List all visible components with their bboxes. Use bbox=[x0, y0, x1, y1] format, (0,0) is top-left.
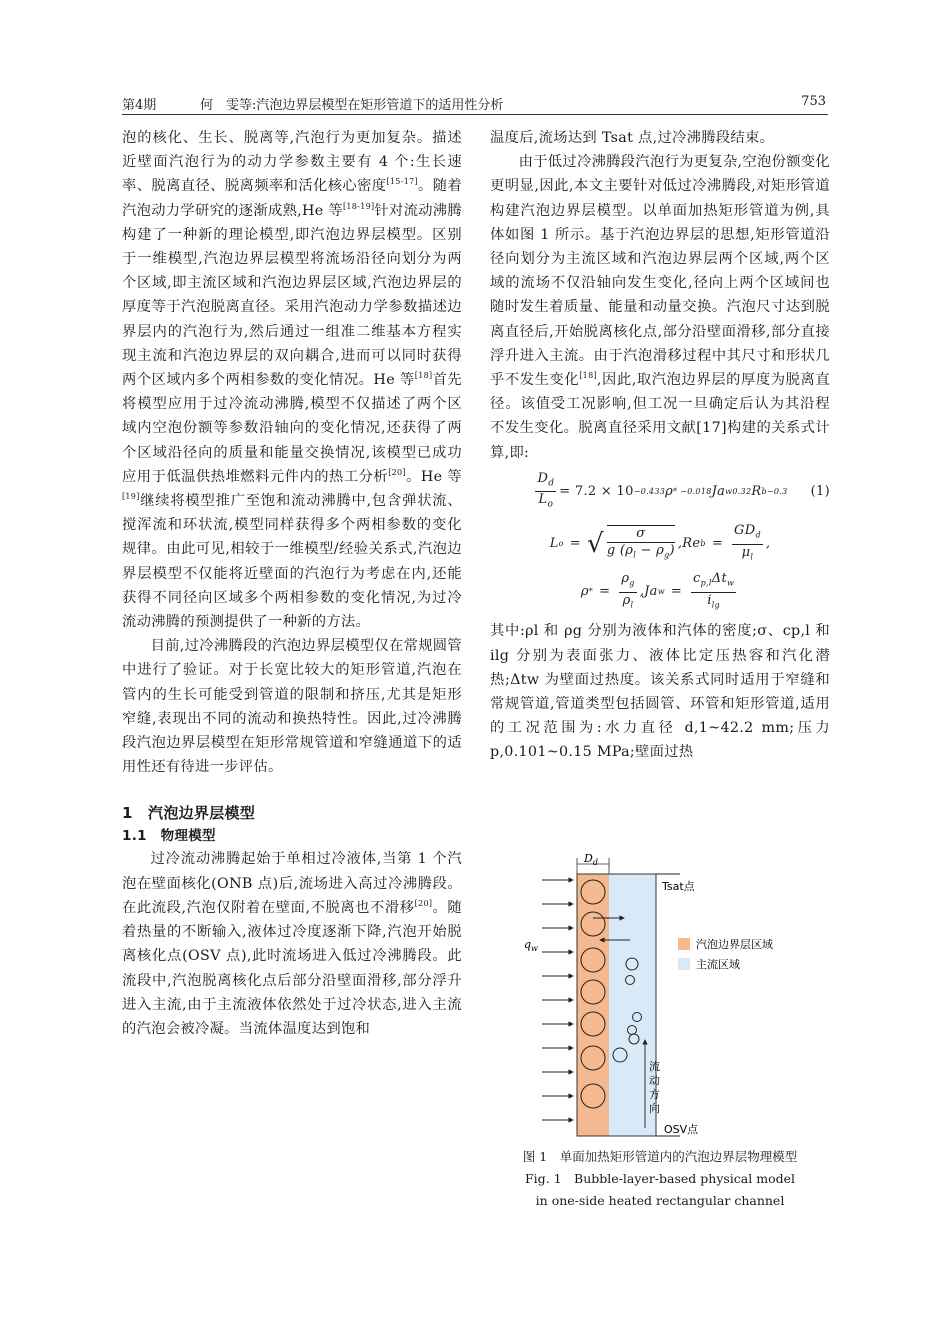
legend-swatch-main bbox=[678, 958, 690, 970]
running-title: 何 雯等:汽泡边界层模型在矩形管道下的适用性分析 bbox=[200, 98, 504, 113]
left-column bbox=[122, 126, 462, 1041]
section-heading-1: 1 汽泡边界层模型 bbox=[122, 804, 256, 823]
right-paragraph-2: 由于低过冷沸腾段汽泡行为更复杂,空泡份额变化更明显,因此,本文主要针对低过冷沸腾段,对矩形管道构建汽泡边界层模型。以单面加热矩形管道为例,具体如图 1 所示。基于汽泡边界层的思想,矩形管道沿径向划分为主流区域和汽泡边界层两个区域,两个区域的流场不仅沿轴向发生变化,径向上两个区域间也随时发生着质量、能量和动量交换。汽泡尺寸达到脱离直径后,开始脱离核化点,部分沿壁面滑移,部分直接浮升进入主流。由于汽泡滑移过程中其尺寸和形状几乎不发生变化[18],因此,取汽泡边界层的厚度为脱离直径。该值受工况影响,但工况一旦确定后认为其沿程不发生变化。脱离直径采用文献[17]构建的关系式计算,即: bbox=[490, 154, 830, 461]
equation-block bbox=[490, 471, 830, 614]
citation: [18] bbox=[579, 371, 597, 381]
citation: [15-17] bbox=[386, 177, 418, 187]
heat-flux-arrows bbox=[542, 880, 573, 1120]
dd-label: $D_d$ bbox=[584, 852, 598, 867]
legend-label-bubble-layer: 汽泡边界层区域 bbox=[696, 938, 773, 951]
legend-label-main: 主流区域 bbox=[696, 958, 740, 971]
right-paragraph-3: 其中:ρl 和 ρg 分别为液体和汽体的密度;σ、cp,l 和 ilg 分别为表面张力、液体比定压热容和汽化潜热;Δtw 为壁面过热度。该关系式同时适用于窄缝和常规管道,管道类型包括圆管、环管和矩形管道,适用的工况范围为:水力直径 d,1~42.2 mm;压力 p,0.101~0.15 MPa;壁面过热 bbox=[490, 623, 830, 761]
running-header bbox=[122, 92, 828, 115]
issue-number: 第4期 bbox=[122, 98, 157, 113]
legend-swatch-bubble-layer bbox=[678, 938, 690, 950]
citation: [18] bbox=[414, 371, 433, 381]
left-paragraph-2: 目前,过冷沸腾段的汽泡边界层模型仅在常规圆管中进行了验证。对于长宽比较大的矩形管道,汽泡在管内的生长可能受到管道的限制和挤压,尤其是矩形窄缝,表现出不同的流动和换热特性。因此,过冷沸腾段汽泡边界层模型在矩形常规管道和窄缝通道下的适用性还有待进一步评估。 bbox=[122, 638, 462, 776]
equation-number: (1) bbox=[810, 483, 830, 499]
subsection-heading-1-1: 1.1 物理模型 bbox=[122, 828, 216, 845]
citation: [20] bbox=[388, 468, 406, 478]
right-column bbox=[490, 126, 830, 765]
page-number: 753 bbox=[801, 94, 826, 109]
qw-label: $q_w$ bbox=[524, 938, 538, 953]
figure-1 bbox=[520, 852, 810, 1142]
osv-label: OSV点 bbox=[664, 1123, 699, 1136]
citation: [19] bbox=[122, 492, 140, 502]
caption-en-line1: Fig. 1 Bubble-layer-based physical model bbox=[524, 1171, 795, 1186]
flow-direction-label: 流 动 方 向 bbox=[649, 1060, 660, 1115]
caption-cn: 图 1 单面加热矩形管道内的汽泡边界层物理模型 bbox=[522, 1149, 798, 1164]
tsat-label: Tsat点 bbox=[662, 880, 695, 893]
equation-3: ρ * = $\frac{\rho_g}{\rho_l}$ ,Ja w = $\frac{c_{p,l}\Delta t_w}{i_{lg}}$ bbox=[580, 571, 735, 610]
left-paragraph-3: 过冷流动沸腾起始于单相过冷液体,当第 1 个汽泡在壁面核化(ONB 点)后,流场进入高过冷沸腾段。在此流段,汽泡仅附着在壁面,不脱离也不滑移[20]。随着热量的不断输入,液体过冷度逐渐下降,汽泡开始脱离核化点(OSV 点),此时流场进入低过冷沸腾段。此流段中,汽泡脱离核化点后部分沿壁面滑移,部分浮升进入主流,由于主流液体依然处于过冷状态,进入主流的汽泡会被冷凝。当流体温度达到饱和 bbox=[122, 851, 462, 1037]
caption-en-line2: in one-side heated rectangular channel bbox=[535, 1193, 785, 1208]
citation: [20] bbox=[414, 899, 433, 909]
left-paragraph-1: 泡的核化、生长、脱离等,汽泡行为更加复杂。描述近壁面汽泡行为的动力学参数主要有 4 个:生长速率、脱离直径、脱离频率和活化核心密度[15-17]。随着汽泡动力学研究的逐渐成熟,He 等[18-19]针对流动沸腾构建了一种新的理论模型,即汽泡边界层模型。区别于一维模型,汽泡边界层模型将流场沿径向划分为两个区域,即主流区域和汽泡边界层区域,汽泡边界层的厚度等于汽泡脱离直径。采用汽泡动力学参数描述边界层内的汽泡行为,然后通过一组准二维基本方程实现主流和汽泡边界层的双向耦合,进而可以同时获得两个区域内多个两相参数的变化情况。He 等[18]首先将模型应用于过冷流动沸腾,模型不仅描述了两个区域内空泡份额等参数沿轴向的变化情况,还获得了两个区域沿径向的质量和能量交换情况,该模型已成功应用于低温供热堆燃料元件内的热工分析[20]。He 等[19]继续将模型推广至饱和流动沸腾中,包含弹状流、搅浑流和环状流,模型同样获得多个两相参数的变化规律。由此可见,相较于一维模型/经验关系式,汽泡边界层模型不仅能将近壁面的汽泡行为考虑在内,还能获得不同径向区域多个两相参数的变化情况,为过冷流动沸腾的预测提供了一种新的方法。 bbox=[122, 130, 462, 631]
figure-caption bbox=[490, 1146, 830, 1212]
equation-1: $\frac{D_d}{L_o}$ = 7.2 × 10 −0.433 ρ * −0.018 Ja w 0.32 R b −0.3 (1) bbox=[537, 470, 830, 511]
bubble-layer-region bbox=[577, 874, 609, 1136]
citation: [18-19] bbox=[343, 201, 375, 211]
equation-2: L o = √ $\frac{\sigma}{g (\rho_l - \rho_g)}$ ,Re b = $\frac{GD_d}{\mu_l}$ , bbox=[490, 523, 830, 565]
physical-model-diagram bbox=[520, 852, 810, 1142]
right-paragraph-1: 温度后,流场达到 Tsat 点,过冷沸腾段结束。 bbox=[490, 130, 775, 146]
